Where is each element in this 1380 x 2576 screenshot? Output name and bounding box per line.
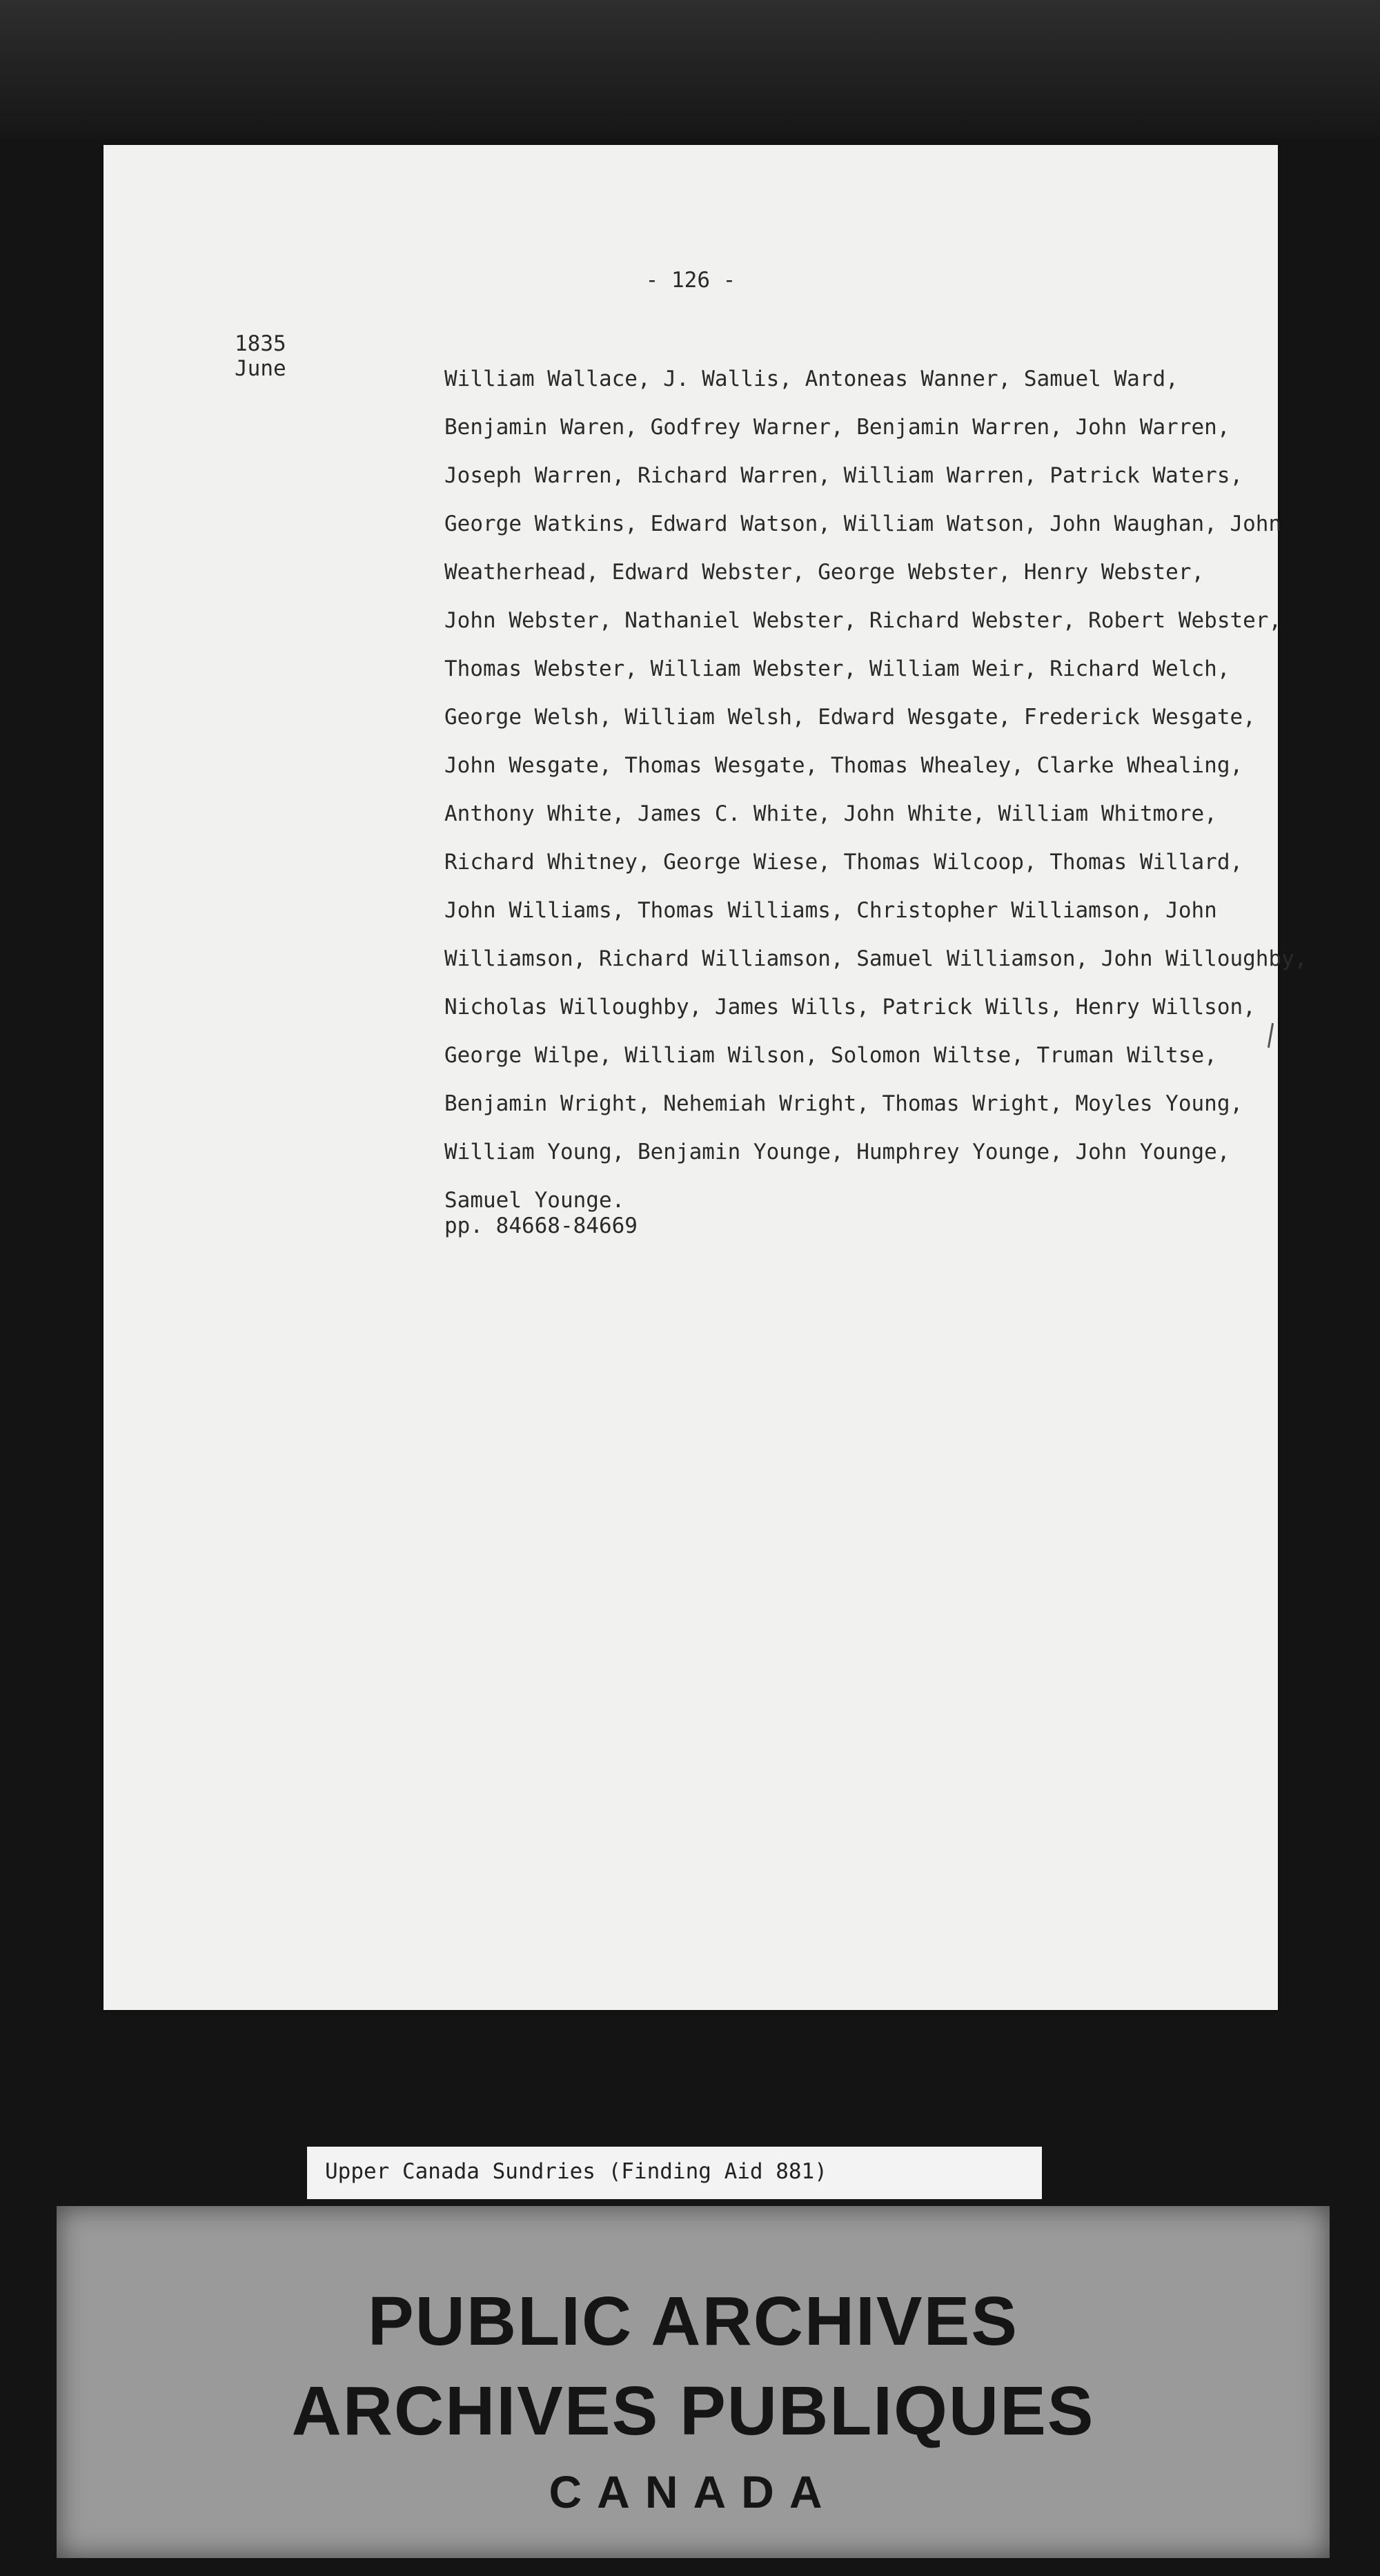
microfilm-top-band bbox=[0, 0, 1380, 138]
name-line: Nicholas Willoughby, James Wills, Patrick Wills, Henry Willson, bbox=[444, 995, 1256, 1019]
name-line: Benjamin Wright, Nehemiah Wright, Thomas Wright, Moyles Young, bbox=[444, 1091, 1243, 1116]
name-line: George Watkins, Edward Watson, William Watson, John Waughan, John bbox=[444, 511, 1282, 536]
document-page bbox=[103, 145, 1308, 2010]
name-line: John Webster, Nathaniel Webster, Richard Webster, Robert Webster, bbox=[444, 608, 1282, 633]
finding-aid-text: Upper Canada Sundries (Finding Aid 881) bbox=[325, 2159, 827, 2184]
name-line: Richard Whitney, George Wiese, Thomas Wilcoop, Thomas Willard, bbox=[444, 850, 1243, 875]
name-line: Anthony White, James C. White, John White, William Whitmore, bbox=[444, 801, 1217, 826]
name-line: John Wesgate, Thomas Wesgate, Thomas Whealey, Clarke Whealing, bbox=[444, 753, 1243, 778]
stamp-line-3: CANADA bbox=[549, 2466, 838, 2517]
name-line: Samuel Younge. bbox=[444, 1188, 625, 1213]
name-line: William Young, Benjamin Younge, Humphrey Younge, John Younge, bbox=[444, 1140, 1230, 1164]
name-line: George Wilpe, William Wilson, Solomon Wiltse, Truman Wiltse, bbox=[444, 1043, 1217, 1068]
page-number: - 126 - bbox=[645, 268, 736, 293]
name-line: Benjamin Waren, Godfrey Warner, Benjamin Warren, John Warren, bbox=[444, 415, 1230, 440]
name-line: Weatherhead, Edward Webster, George Webster, Henry Webster, bbox=[444, 560, 1205, 585]
date-block bbox=[235, 331, 286, 381]
name-line: George Welsh, William Welsh, Edward Wesgate, Frederick Wesgate, bbox=[444, 705, 1256, 730]
name-line: John Williams, Thomas Williams, Christopher Williamson, John bbox=[444, 898, 1217, 923]
finding-aid-label bbox=[307, 2147, 1042, 2199]
name-line: Joseph Warren, Richard Warren, William Warren, Patrick Waters, bbox=[444, 463, 1243, 488]
archives-stamp bbox=[57, 2206, 1330, 2558]
date-month: June bbox=[235, 356, 286, 381]
name-list bbox=[444, 355, 1308, 1224]
stamp-line-2: ARCHIVES PUBLIQUES bbox=[291, 2372, 1095, 2450]
date-year: 1835 bbox=[235, 331, 286, 356]
page-reference: pp. 84668-84669 bbox=[444, 1213, 638, 1238]
name-line: Williamson, Richard Williamson, Samuel Williamson, John Willoughby, bbox=[444, 946, 1308, 971]
name-line: Thomas Webster, William Webster, William Weir, Richard Welch, bbox=[444, 656, 1230, 681]
stamp-line-1: PUBLIC ARCHIVES bbox=[367, 2283, 1019, 2360]
name-line: William Wallace, J. Wallis, Antoneas Wanner, Samuel Ward, bbox=[444, 367, 1179, 391]
